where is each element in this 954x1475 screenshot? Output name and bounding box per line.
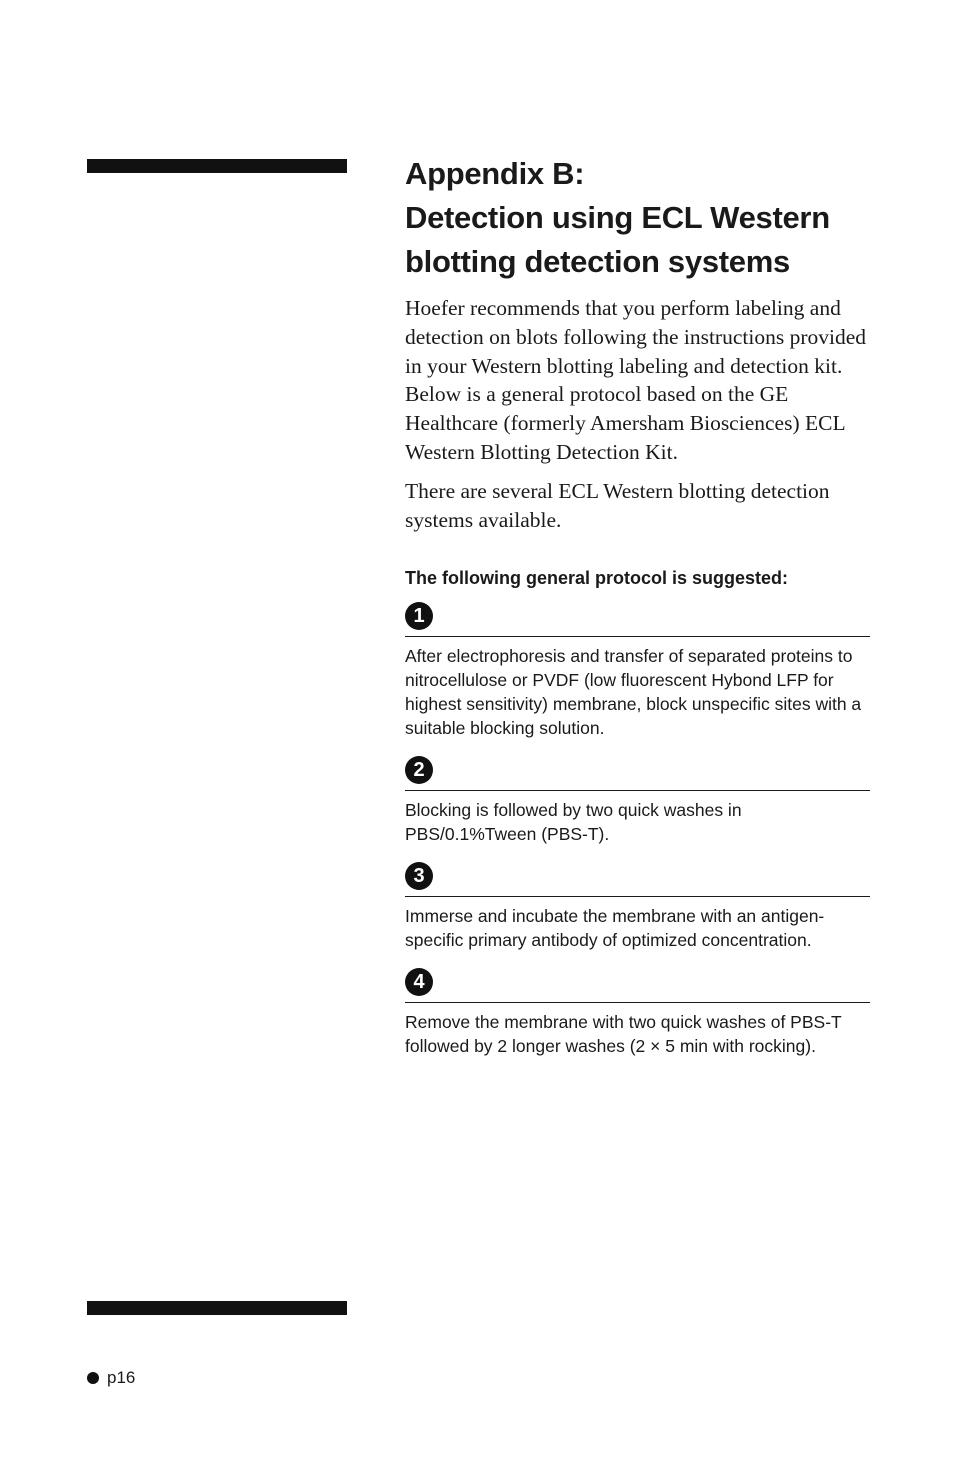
step-number-badge: 1: [405, 602, 433, 630]
title-line-2: Detection using ECL Western: [405, 200, 830, 235]
step-text: After electrophoresis and transfer of separated proteins to nitrocellulose or PVDF (low fluorescent Hybond LFP for highest sensitivity) membrane, block unspecific sites with a suitable blocking solution.: [405, 646, 862, 739]
systems-paragraph: There are several ECL Western blotting detection systems available.: [405, 478, 830, 532]
title-line-3: blotting detection systems: [405, 244, 790, 279]
top-rule-bar: [87, 159, 347, 173]
protocol-step: [405, 752, 870, 846]
intro-paragraph: Hoefer recommends that you perform labeling and detection on blots following the instructions provided in your Western blotting labeling and detection kit. Below is a general protocol based on the GE Healthcare (formerly Amersham Biosciences) ECL Western Blotting Detection Kit.: [405, 296, 866, 464]
step-number-badge: 3: [405, 862, 433, 890]
main-content: [405, 152, 870, 1058]
page-number: p16: [107, 1368, 136, 1387]
bullet-icon: [87, 1372, 99, 1384]
step-number-badge: 4: [405, 968, 433, 996]
step-header: [405, 964, 870, 1003]
step-header: [405, 752, 870, 791]
step-text: Remove the membrane with two quick washes of PBS-T followed by 2 longer washes (2 × 5 min with rocking).: [405, 1012, 842, 1057]
protocol-step: [405, 598, 870, 740]
page-footer: [87, 1367, 135, 1389]
title-line-1: Appendix B:: [405, 156, 585, 191]
step-header: [405, 598, 870, 637]
protocol-step: [405, 858, 870, 952]
protocol-step: [405, 964, 870, 1058]
step-header: [405, 858, 870, 897]
page-title: [405, 152, 870, 284]
step-text: Immerse and incubate the membrane with an antigen-specific primary antibody of optimized concentration.: [405, 906, 825, 951]
bottom-rule-bar: [87, 1301, 347, 1315]
step-number-badge: 2: [405, 756, 433, 784]
step-text: Blocking is followed by two quick washes in PBS/0.1%Tween (PBS-T).: [405, 800, 742, 845]
protocol-subheading: The following general protocol is suggested:: [405, 568, 789, 589]
